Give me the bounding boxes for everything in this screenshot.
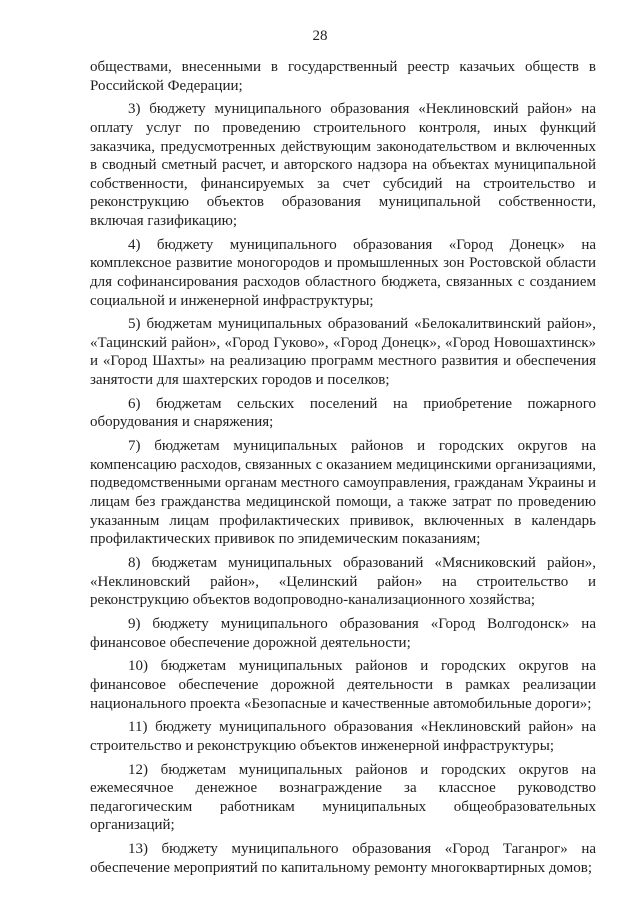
paragraph-item-13: 13) бюджету муниципального образования «Город Таганрог» на обеспечение мероприятий по капитальному ремонту многоквартирных домов;	[90, 841, 596, 876]
paragraph-item-5: 5) бюджетам муниципальных образований «Белокалитвинский район», «Тацинский район», «Город Гуково», «Город Донецк», «Город Новошахтинск» и «Город Шахты» на реализацию программ местного развития и обеспечения занятости для шахтерских городов и поселков;	[90, 316, 596, 389]
paragraph-item-8: 8) бюджетам муниципальных образований «Мясниковский район», «Неклиновский район», «Целинский район» на строительство и реконструкцию объектов водопроводно-канализационного хозяйства;	[90, 554, 596, 609]
paragraph-item-6: 6) бюджетам сельских поселений на приобретение пожарного оборудования и снаряжения;	[90, 395, 596, 431]
paragraph-item-3: 3) бюджету муниципального образования «Неклиновский район» на оплату услуг по проведению строительного контроля, иных функций заказчика, предусмотренных действующим законодательством и включенных в сводный сметный расчет, и авторского надзора на объектах муниципальной собственности, финансируемых за счет субсидий на строительство и реконструкцию объектов образования муниципальной собственности, включая газификацию;	[90, 101, 596, 229]
paragraph-continuation: обществами, внесенными в государственный реестр казачьих обществ в Российской Федерации;	[90, 59, 596, 94]
paragraph-item-12: 12) бюджетам муниципальных районов и городских округов на ежемесячное денежное вознаграждение за классное руководство педагогическим работникам муниципальных общеобразовательных организаций;	[90, 761, 596, 834]
paragraph-item-11: 11) бюджету муниципального образования «Неклиновский район» на строительство и реконструкцию объектов инженерной инфраструктуры;	[90, 719, 596, 754]
paragraph-item-10: 10) бюджетам муниципальных районов и городских округов на финансовое обеспечение дорожной деятельности в рамках реализации национального проекта «Безопасные и качественные автомобильные дороги»;	[90, 658, 596, 712]
paragraph-item-7: 7) бюджетам муниципальных районов и городских округов на компенсацию расходов, связанных с оказанием медицинскими организациями, подведомственными органам местного самоуправления, гражданам Украины и лицам без гражданства медицинской помощи, а также затрат по проведению указанным лицам профилактических прививок, включенных в календарь профилактических прививок по эпидемическим показаниям;	[90, 438, 596, 548]
paragraph-item-4: 4) бюджету муниципального образования «Город Донецк» на комплексное развитие моногородов и промышленных зон Ростовской области для софинансирования расходов областного бюджета, связанных с созданием социальной и инженерной инфраструктуры;	[90, 236, 596, 309]
paragraph-item-9: 9) бюджету муниципального образования «Город Волгодонск» на финансовое обеспечение дорожной деятельности;	[90, 615, 596, 651]
document-body	[90, 58, 596, 883]
page-number: 28	[312, 28, 328, 44]
